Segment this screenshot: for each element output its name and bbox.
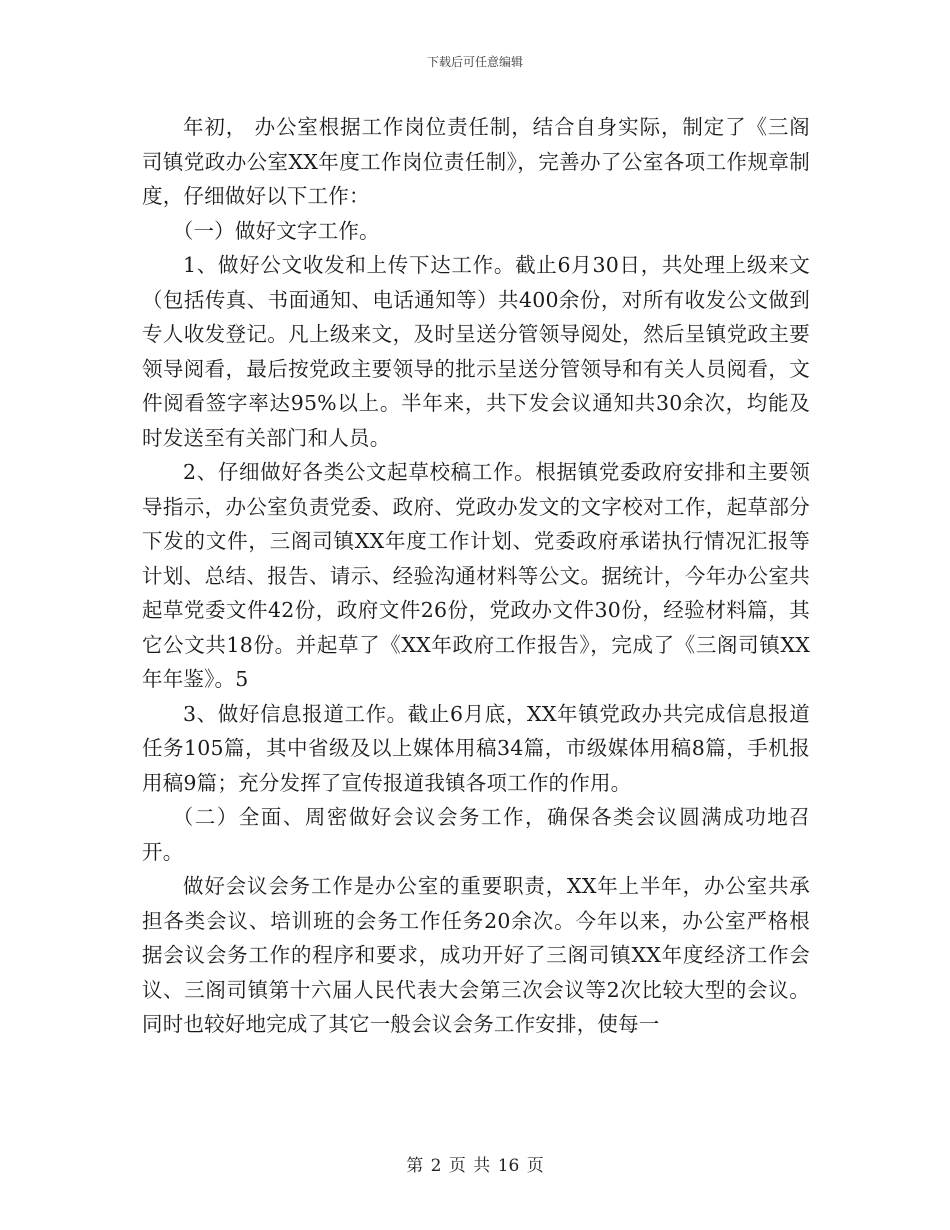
page-header: 下载后可任意编辑: [426, 55, 523, 69]
document-body: [142, 110, 810, 1042]
paragraph-intro: 年初， 办公室根据工作岗位责任制，结合自身实际，制定了《三阁司镇党政办公室XX年度工作岗位责任制》，完善办了公室各项工作规章制度，仔细做好以下工作：: [142, 115, 810, 208]
paragraph-document-handling: 1、做好公文收发和上传下达工作。截止6月30日，共处理上级来文（包括传真、书面通知、电话通知等）共400余份，对所有收发公文做到专人收发登记。凡上级来文，及时呈送分管领导阅处，然后呈镇党政主要领导阅看，最后按党政主要领导的批示呈送分管领导和有关人员阅看，文件阅看签字率达95%以上。半年来，共下发会议通知共30余次，均能及时发送至有关部门和人员。: [142, 253, 810, 450]
section-heading-meetings: （二）全面、周密做好会议会务工作，确保各类会议圆满成功地召开。: [142, 805, 810, 864]
paragraph-meetings: 做好会议会务工作是办公室的重要职责，XX年上半年，办公室共承担各类会议、培训班的会务工作任务20余次。今年以来，办公室严格根据会议会务工作的程序和要求，成功开好了三阁司镇XX年度经济工作会议、三阁司镇第十六届人民代表大会第三次会议等2次比较大型的会议。同时也较好地完成了其它一般会议会务工作安排，使每一: [142, 874, 810, 1036]
paragraph-reporting: 3、做好信息报道工作。截止6月底，XX年镇党政办共完成信息报道任务105篇，其中省级及以上媒体用稿34篇，市级媒体用稿8篇，手机报用稿9篇；充分发挥了宣传报道我镇各项工作的作用。: [142, 701, 810, 795]
paragraph-drafting: 2、仔细做好各类公文起草校稿工作。根据镇党委政府安排和主要领导指示，办公室负责党委、政府、党政办发文的文字校对工作，起草部分下发的文件，三阁司镇XX年度工作计划、党委政府承诺执行情况汇报等计划、总结、报告、请示、经验沟通材料等公文。据统计，今年办公室共起草党委文件42份，政府文件26份，党政办文件30份，经验材料篇，其它公文共18份。并起草了《XX年政府工作报告》，完成了《三阁司镇XX年年鉴》。5: [142, 460, 810, 691]
page-footer: 第 2 页 共 16 页: [406, 1156, 544, 1176]
section-heading-writing: （一）做好文字工作。: [172, 218, 380, 243]
